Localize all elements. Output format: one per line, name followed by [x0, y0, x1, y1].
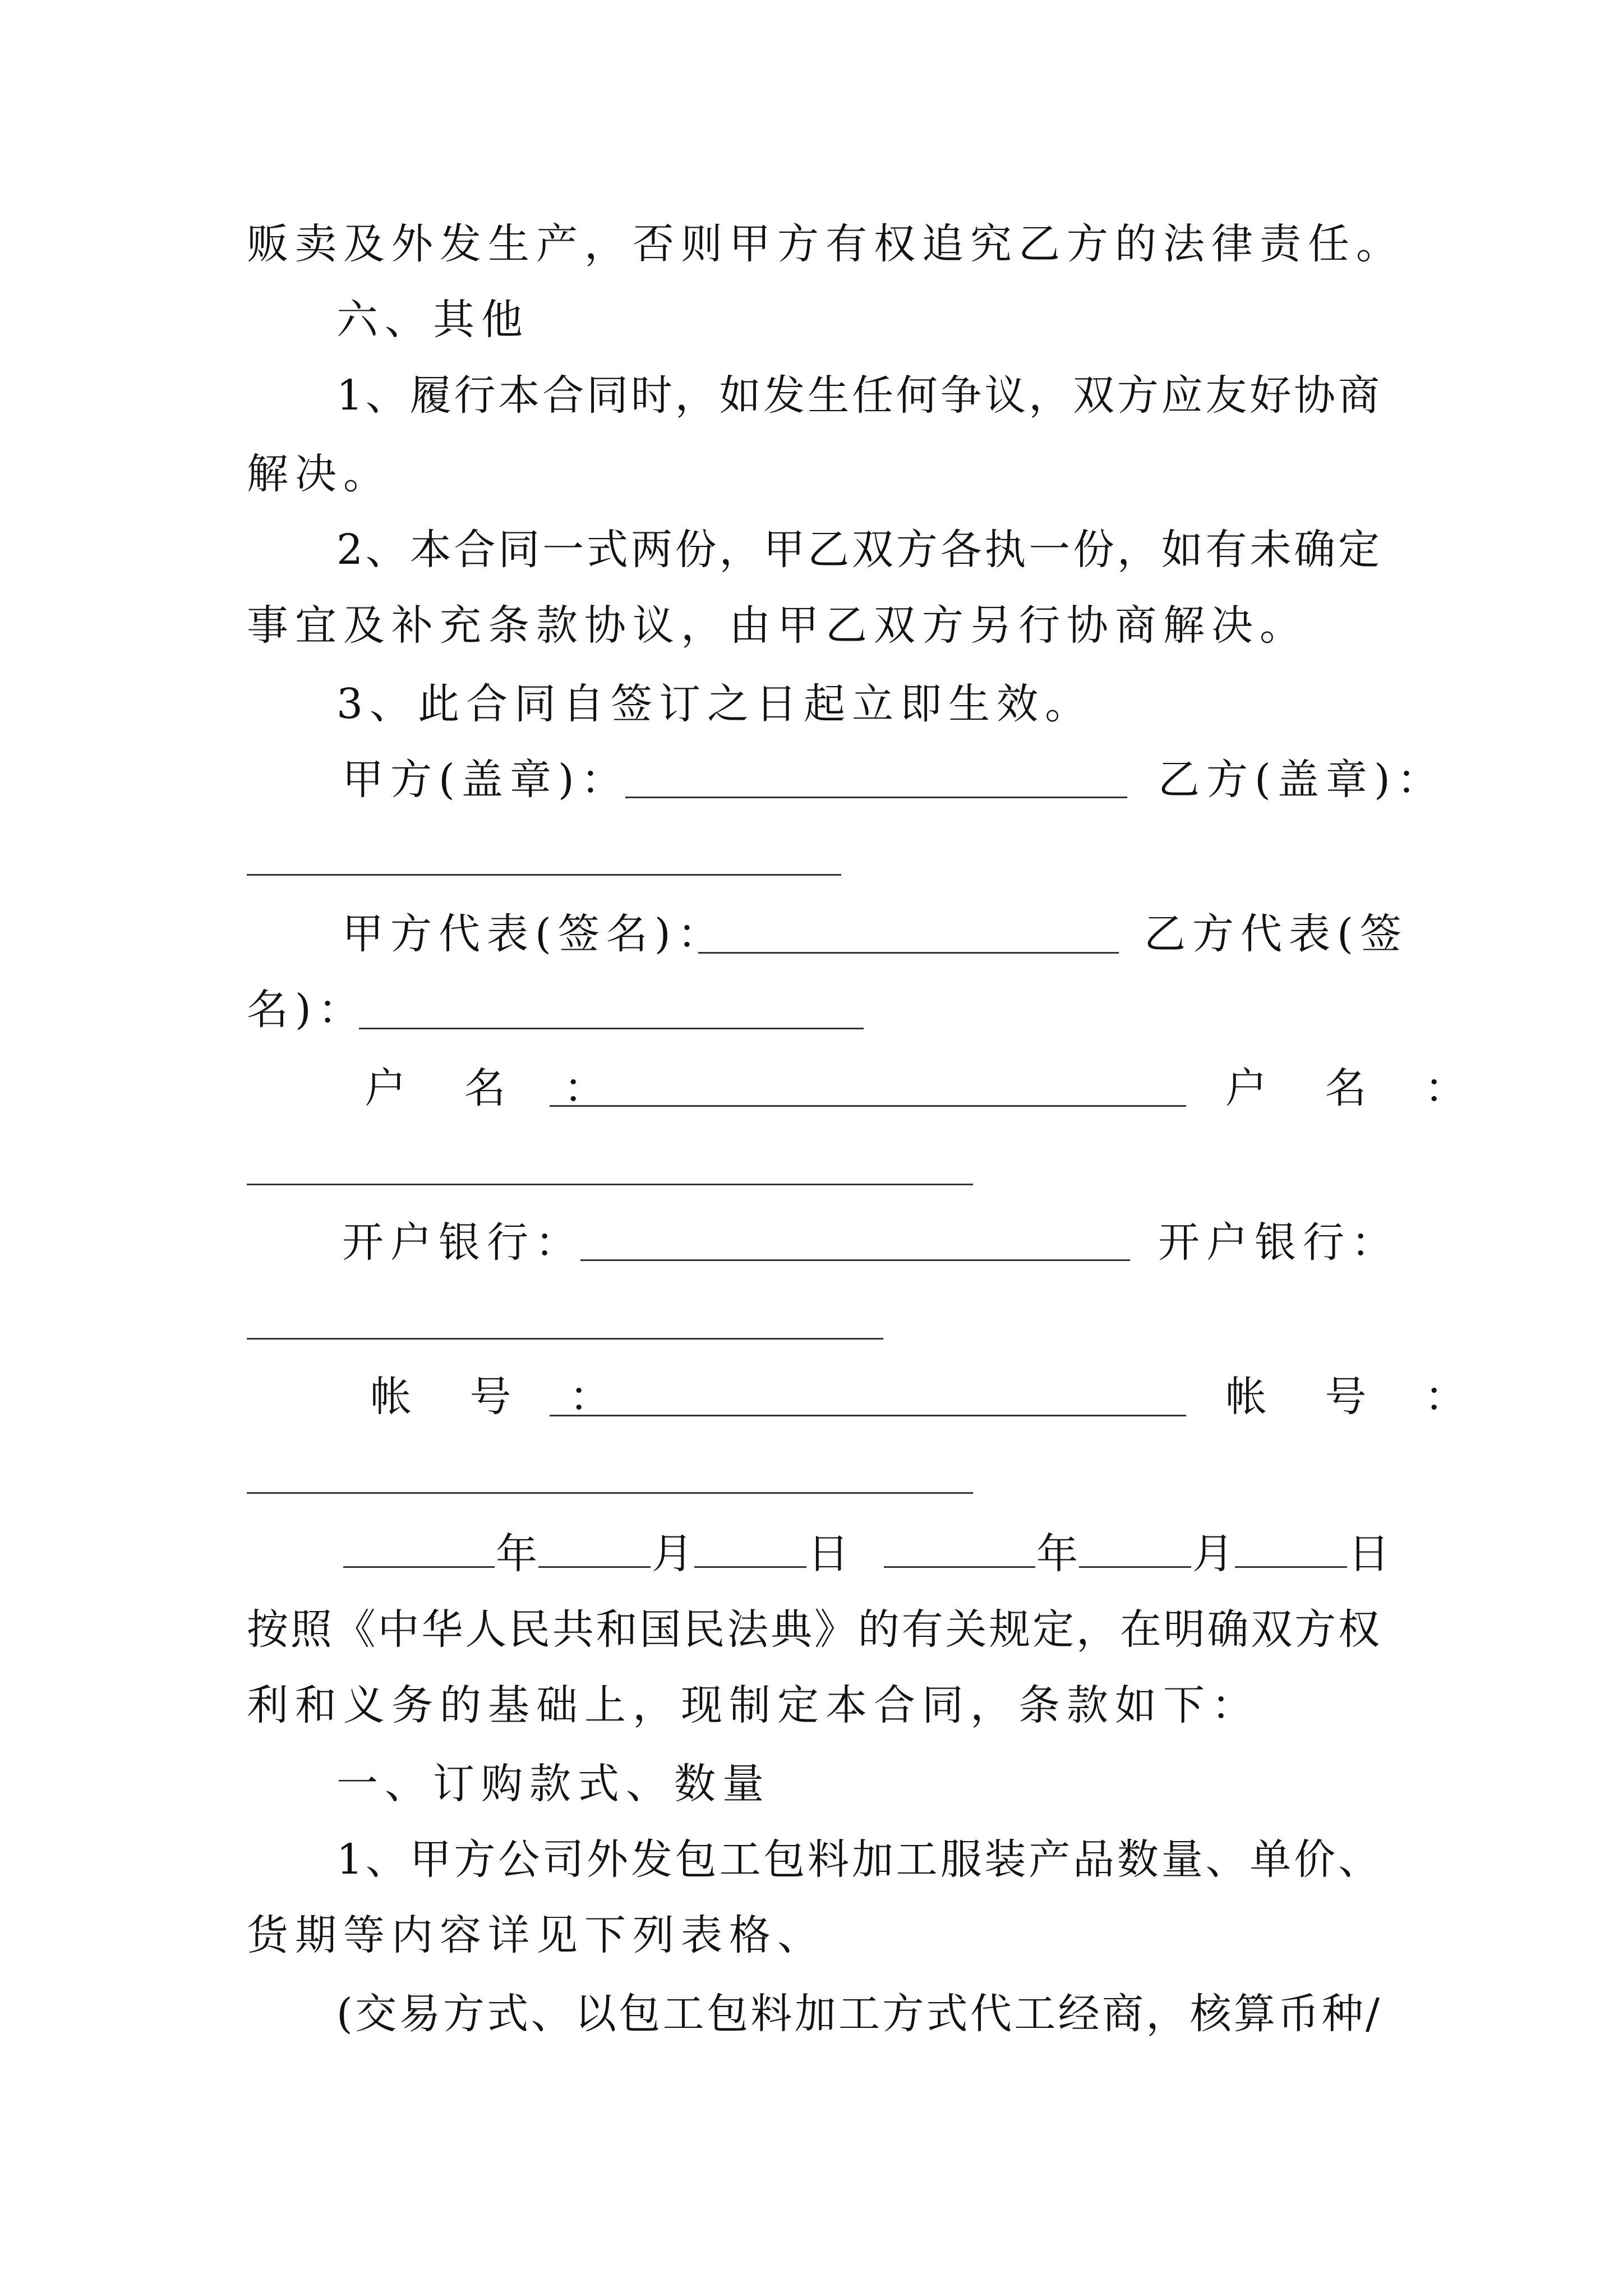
party-b-rep-blank — [359, 1028, 864, 1029]
text-line: (交易方式、以包工包料加工方式代工经商，核算币种/ — [336, 1990, 1380, 2038]
party-a-rep-label: 甲方代表(签名)： — [342, 910, 726, 958]
party-b-seal-label: 乙方(盖章)： — [1158, 756, 1445, 804]
party-b-rep-label-cont: 名)： — [247, 986, 366, 1034]
text-line: 贩卖及外发生产，否则甲方有权追究乙方的法律责任。 — [247, 220, 1404, 268]
party-a-rep-blank — [698, 952, 1119, 954]
account-no-b-blank — [247, 1492, 973, 1494]
month-b-label: 月 — [1192, 1530, 1234, 1578]
month-b-blank — [1079, 1533, 1191, 1568]
text-line: 1、履行本合同时，如发生任何争议，双方应友好协商 — [336, 371, 1380, 420]
text-line: 事宜及补充条款协议，由甲乙双方另行协商解决。 — [247, 601, 1308, 650]
account-no-a-label: 帐 号 ： — [370, 1373, 634, 1421]
section-heading-order: 一、订购款式、数量 — [336, 1760, 771, 1808]
day-b-blank — [1235, 1533, 1347, 1568]
text-line: 3、此合同自签订之日起立即生效。 — [336, 680, 1094, 728]
account-no-b-label: 帐 号 ： — [1225, 1373, 1489, 1421]
day-a-label: 日 — [808, 1530, 849, 1578]
account-name-b-blank — [247, 1184, 973, 1185]
text-line: 利和义务的基础上，现制定本合同，条款如下： — [247, 1681, 1260, 1729]
account-name-a-label: 户 名 ： — [365, 1064, 628, 1112]
year-a-label: 年 — [496, 1530, 537, 1578]
party-b-seal-blank — [247, 874, 841, 876]
month-a-blank — [538, 1533, 651, 1568]
party-a-seal-label: 甲方(盖章)： — [342, 756, 629, 804]
section-heading-other: 六、其他 — [336, 296, 529, 344]
day-a-blank — [694, 1533, 806, 1568]
bank-b-label: 开户银行： — [1158, 1218, 1399, 1267]
text-line: 解决。 — [247, 450, 391, 498]
year-b-blank — [884, 1533, 1035, 1568]
year-a-blank — [343, 1533, 495, 1568]
bank-a-blank — [580, 1259, 1130, 1261]
bank-b-blank — [247, 1338, 883, 1340]
text-line: 1、甲方公司外发包工包料加工服装产品数量、单价、 — [336, 1835, 1380, 1884]
text-line: 货期等内容详见下列表格、 — [247, 1911, 826, 1959]
date-line — [342, 1526, 1390, 1582]
account-no-a-blank — [550, 1415, 1186, 1416]
party-a-seal-blank — [625, 797, 1127, 798]
account-name-b-label: 户 名 ： — [1225, 1064, 1489, 1112]
account-name-a-blank — [550, 1105, 1186, 1107]
text-line: 按照《中华人民共和国民法典》的有关规定，在明确双方权 — [247, 1605, 1380, 1654]
party-b-rep-label: 乙方代表(签 — [1144, 910, 1408, 958]
bank-a-label: 开户银行： — [342, 1218, 583, 1267]
text-line: 2、本合同一式两份，甲乙双方各执一份，如有未确定 — [336, 526, 1380, 574]
year-b-label: 年 — [1036, 1530, 1078, 1578]
day-b-label: 日 — [1348, 1530, 1390, 1578]
month-a-label: 月 — [652, 1530, 693, 1578]
